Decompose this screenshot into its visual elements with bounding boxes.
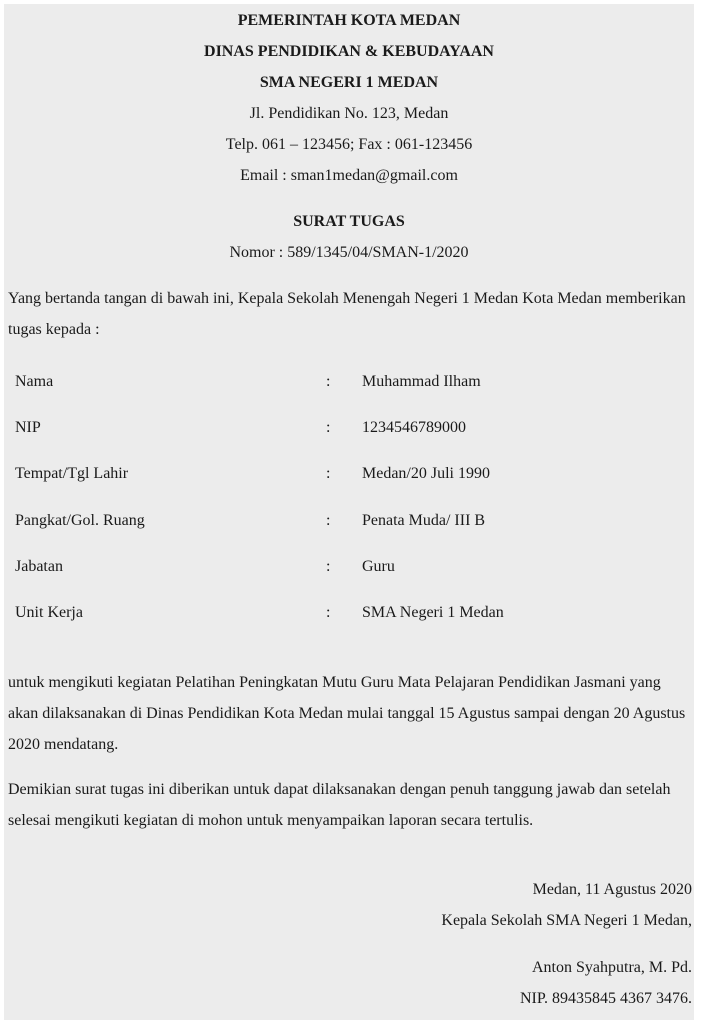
header-government: PEMERINTAH KOTA MEDAN xyxy=(237,12,461,29)
body-paragraph-closing: Demikian surat tugas ini diberikan untuk dapat dilaksanakan dengan penuh tanggung jawab dan setelah selesai mengikuti kegiatan di mohon untuk menyampaikan laporan secara tertulis. xyxy=(8,781,671,829)
intro-paragraph: Yang bertanda tangan di bawah ini, Kepala Sekolah Menengah Negeri 1 Medan Kota Medan memberikan tugas kepada : xyxy=(8,290,686,338)
signature-nip: NIP. 89435845 4367 3476. xyxy=(519,990,692,1007)
field-label: NIP xyxy=(15,419,41,436)
field-separator: : xyxy=(326,604,331,621)
header-email: Email : sman1medan@gmail.com xyxy=(240,167,458,184)
letter-number: Nomor : 589/1345/04/SMAN-1/2020 xyxy=(229,244,469,261)
field-value: Medan/20 Juli 1990 xyxy=(362,465,490,482)
field-value: SMA Negeri 1 Medan xyxy=(362,604,504,621)
field-label: Jabatan xyxy=(15,558,63,575)
field-label: Pangkat/Gol. Ruang xyxy=(15,512,145,529)
header-phone: Telp. 061 – 123456; Fax : 061-123456 xyxy=(225,136,473,153)
field-separator: : xyxy=(326,419,331,436)
field-separator: : xyxy=(326,512,331,529)
field-label: Tempat/Tgl Lahir xyxy=(15,465,129,482)
header-address: Jl. Pendidikan No. 123, Medan xyxy=(249,105,449,122)
header-school: SMA NEGERI 1 MEDAN xyxy=(259,74,439,91)
field-value: Muhammad Ilham xyxy=(362,373,481,390)
field-value: Guru xyxy=(362,558,395,575)
signature-position: Kepala Sekolah SMA Negeri 1 Medan, xyxy=(441,912,692,929)
field-label: Unit Kerja xyxy=(15,604,83,621)
letter-page xyxy=(4,4,694,1020)
header-department: DINAS PENDIDIKAN & KEBUDAYAAN xyxy=(204,43,494,60)
signature-place-date: Medan, 11 Agustus 2020 xyxy=(532,881,692,898)
field-separator: : xyxy=(326,558,331,575)
field-separator: : xyxy=(326,465,331,482)
letter-title: SURAT TUGAS xyxy=(293,213,405,230)
field-value: Penata Muda/ III B xyxy=(362,512,486,529)
field-label: Nama xyxy=(15,373,54,390)
field-value: 1234546789000 xyxy=(362,419,466,436)
body-paragraph-assignment: untuk mengikuti kegiatan Pelatihan Peningkatan Mutu Guru Mata Pelajaran Pendidikan Jasmani yang akan dilaksanakan di Dinas Pendidikan Kota Medan mulai tanggal 15 Agustus sampai dengan 20 Agustus 2020 mendatang. xyxy=(8,674,686,753)
field-separator: : xyxy=(326,373,331,390)
signature-name: Anton Syahputra, M. Pd. xyxy=(532,959,692,976)
